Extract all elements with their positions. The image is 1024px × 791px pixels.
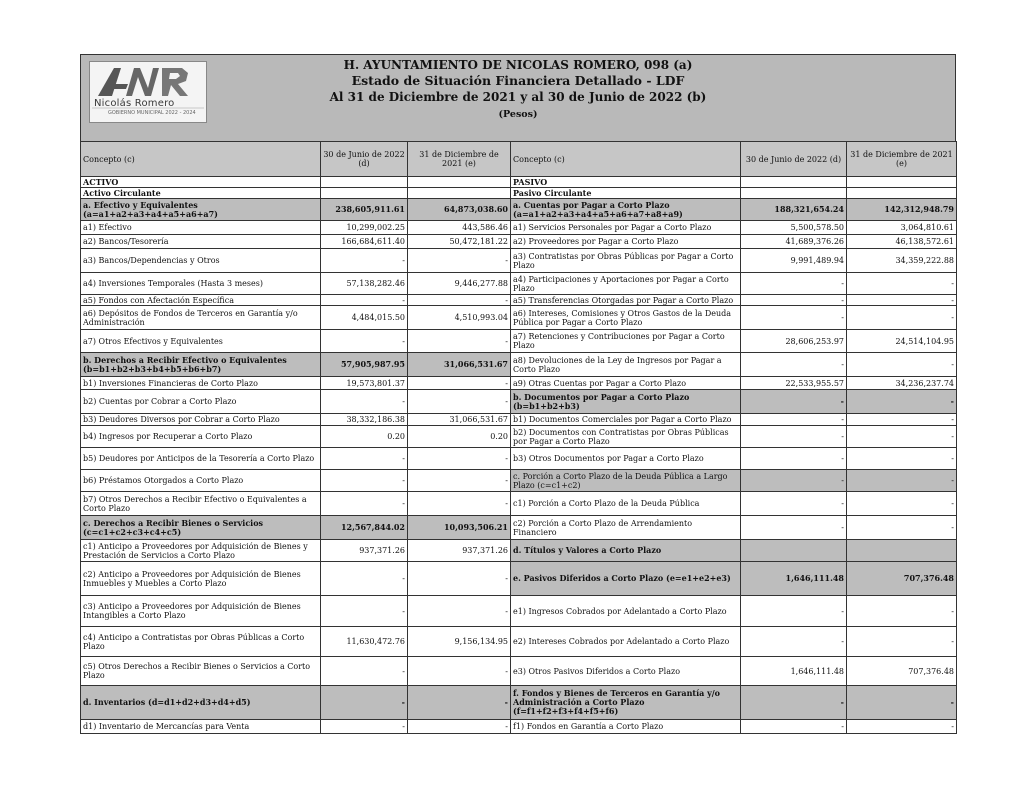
- liability-concept-cell: c1) Porción a Corto Plazo de la Deuda Pública: [511, 492, 741, 516]
- asset-concept-cell: c1) Anticipo a Proveedores por Adquisición de Bienes y Prestación de Servicios a Corto Plazo: [81, 540, 321, 562]
- asset-value-jun-2022: 57,905,987.95: [321, 353, 408, 377]
- liability-value-dec-2021: [847, 177, 957, 188]
- liability-value-dec-2021: 46,138,572.61: [847, 235, 957, 249]
- asset-value-jun-2022: 10,299,002.25: [321, 221, 408, 235]
- liability-value-jun-2022: 1,646,111.48: [741, 562, 847, 596]
- asset-value-jun-2022: -: [321, 448, 408, 470]
- asset-value-jun-2022: 937,371.26: [321, 540, 408, 562]
- liability-value-dec-2021: -: [847, 470, 957, 492]
- liability-value-dec-2021: -: [847, 516, 957, 540]
- liability-value-dec-2021: -: [847, 627, 957, 657]
- liability-value-jun-2022: -: [741, 353, 847, 377]
- table-row: [81, 448, 957, 470]
- asset-concept-cell: d1) Inventario de Mercancías para Venta: [81, 720, 321, 734]
- table-row: [81, 540, 957, 562]
- asset-concept-cell: ACTIVO: [81, 177, 321, 188]
- liability-value-jun-2022: -: [741, 426, 847, 448]
- asset-value-jun-2022: 238,605,911.61: [321, 199, 408, 221]
- column-header-row: [81, 142, 957, 177]
- asset-concept-cell: Activo Circulante: [81, 188, 321, 199]
- asset-concept-cell: a4) Inversiones Temporales (Hasta 3 meses): [81, 273, 321, 295]
- asset-concept-cell: b3) Deudores Diversos por Cobrar a Corto Plazo: [81, 414, 321, 426]
- liability-value-dec-2021: 142,312,948.79: [847, 199, 957, 221]
- liability-concept-cell: b2) Documentos con Contratistas por Obras Públicas por Pagar a Corto Plazo: [511, 426, 741, 448]
- liability-value-jun-2022: -: [741, 492, 847, 516]
- table-row: [81, 414, 957, 426]
- asset-value-jun-2022: 166,684,611.40: [321, 235, 408, 249]
- liability-concept-cell: e3) Otros Pasivos Diferidos a Corto Plazo: [511, 657, 741, 686]
- asset-value-dec-2021: 31,066,531.67: [408, 414, 511, 426]
- liability-value-jun-2022: -: [741, 273, 847, 295]
- table-row: [81, 295, 957, 306]
- liability-value-dec-2021: 707,376.48: [847, 657, 957, 686]
- asset-value-dec-2021: 9,446,277.88: [408, 273, 511, 295]
- table-row: [81, 199, 957, 221]
- table-row: [81, 657, 957, 686]
- liability-concept-cell: c. Porción a Corto Plazo de la Deuda Pública a Largo Plazo (c=c1+c2): [511, 470, 741, 492]
- liability-value-jun-2022: 9,991,489.94: [741, 249, 847, 273]
- liability-value-jun-2022: [741, 540, 847, 562]
- asset-value-jun-2022: -: [321, 686, 408, 720]
- asset-concept-cell: b7) Otros Derechos a Recibir Efectivo o Equivalentes a Corto Plazo: [81, 492, 321, 516]
- liability-value-jun-2022: [741, 188, 847, 199]
- asset-value-jun-2022: -: [321, 720, 408, 734]
- asset-value-jun-2022: -: [321, 657, 408, 686]
- financial-statement-sheet: [80, 54, 956, 734]
- liability-value-jun-2022: 22,533,955.57: [741, 377, 847, 390]
- liability-concept-cell: a4) Participaciones y Aportaciones por Pagar a Corto Plazo: [511, 273, 741, 295]
- statement-title: Estado de Situación Financiera Detallado - LDF: [351, 73, 685, 88]
- liability-value-jun-2022: -: [741, 414, 847, 426]
- units-label: (Pesos): [498, 109, 538, 120]
- asset-value-dec-2021: 64,873,038.60: [408, 199, 511, 221]
- asset-value-jun-2022: 12,567,844.02: [321, 516, 408, 540]
- asset-value-dec-2021: -: [408, 330, 511, 353]
- liability-value-jun-2022: 5,500,578.50: [741, 221, 847, 235]
- table-row: [81, 426, 957, 448]
- asset-value-jun-2022: 57,138,282.46: [321, 273, 408, 295]
- asset-value-dec-2021: -: [408, 492, 511, 516]
- asset-value-dec-2021: -: [408, 470, 511, 492]
- liability-value-jun-2022: -: [741, 720, 847, 734]
- table-row: [81, 627, 957, 657]
- asset-concept-cell: c3) Anticipo a Proveedores por Adquisición de Bienes Intangibles a Corto Plazo: [81, 596, 321, 627]
- liability-value-dec-2021: -: [847, 353, 957, 377]
- table-row: [81, 596, 957, 627]
- entity-title: H. AYUNTAMIENTO DE NICOLAS ROMERO, 098 (a): [343, 58, 693, 72]
- asset-value-dec-2021: -: [408, 686, 511, 720]
- asset-concept-cell: c. Derechos a Recibir Bienes o Servicios (c=c1+c2+c3+c4+c5): [81, 516, 321, 540]
- liability-concept-cell: b3) Otros Documentos por Pagar a Corto Plazo: [511, 448, 741, 470]
- table-row: [81, 470, 957, 492]
- liability-value-jun-2022: -: [741, 295, 847, 306]
- table-row: [81, 720, 957, 734]
- table-row: [81, 235, 957, 249]
- asset-value-dec-2021: -: [408, 295, 511, 306]
- liability-value-jun-2022: -: [741, 306, 847, 330]
- liability-concept-cell: f. Fondos y Bienes de Terceros en Garantía y/o Administración a Corto Plazo (f=f1+f2+f3+f4+f5+f6): [511, 686, 741, 720]
- asset-value-dec-2021: -: [408, 249, 511, 273]
- asset-value-jun-2022: -: [321, 492, 408, 516]
- table-row: [81, 306, 957, 330]
- asset-concept-cell: b4) Ingresos por Recuperar a Corto Plazo: [81, 426, 321, 448]
- liability-value-jun-2022: -: [741, 448, 847, 470]
- asset-value-dec-2021: -: [408, 720, 511, 734]
- asset-value-jun-2022: -: [321, 249, 408, 273]
- asset-value-dec-2021: 31,066,531.67: [408, 353, 511, 377]
- asset-value-dec-2021: 50,472,181.22: [408, 235, 511, 249]
- table-row: [81, 221, 957, 235]
- table-row: [81, 492, 957, 516]
- liability-value-jun-2022: [741, 177, 847, 188]
- liability-concept-cell: e1) Ingresos Cobrados por Adelantado a Corto Plazo: [511, 596, 741, 627]
- asset-concept-cell: b2) Cuentas por Cobrar a Corto Plazo: [81, 390, 321, 414]
- liability-concept-cell: a3) Contratistas por Obras Públicas por Pagar a Corto Plazo: [511, 249, 741, 273]
- asset-concept-cell: b. Derechos a Recibir Efectivo o Equivalentes (b=b1+b2+b3+b4+b5+b6+b7): [81, 353, 321, 377]
- asset-value-dec-2021: -: [408, 390, 511, 414]
- liability-concept-cell: b. Documentos por Pagar a Corto Plazo (b=b1+b2+b3): [511, 390, 741, 414]
- liability-value-dec-2021: 34,359,222.88: [847, 249, 957, 273]
- liability-value-jun-2022: -: [741, 596, 847, 627]
- liability-concept-cell: a5) Transferencias Otorgadas por Pagar a Corto Plazo: [511, 295, 741, 306]
- liability-concept-cell: a. Cuentas por Pagar a Corto Plazo (a=a1+a2+a3+a4+a5+a6+a7+a8+a9): [511, 199, 741, 221]
- asset-value-dec-2021: [408, 188, 511, 199]
- asset-value-jun-2022: [321, 177, 408, 188]
- table-row: [81, 249, 957, 273]
- statement-header: [80, 54, 956, 141]
- liability-concept-cell: a8) Devoluciones de la Ley de Ingresos por Pagar a Corto Plazo: [511, 353, 741, 377]
- asset-value-dec-2021: -: [408, 596, 511, 627]
- asset-concept-cell: a3) Bancos/Dependencias y Otros: [81, 249, 321, 273]
- liability-value-dec-2021: -: [847, 390, 957, 414]
- asset-value-dec-2021: 9,156,134.95: [408, 627, 511, 657]
- liability-value-dec-2021: -: [847, 295, 957, 306]
- liability-concept-cell: a7) Retenciones y Contribuciones por Pagar a Corto Plazo: [511, 330, 741, 353]
- table-row: [81, 377, 957, 390]
- asset-concept-cell: c5) Otros Derechos a Recibir Bienes o Servicios a Corto Plazo: [81, 657, 321, 686]
- liability-concept-cell: a1) Servicios Personales por Pagar a Corto Plazo: [511, 221, 741, 235]
- asset-concept-cell: a5) Fondos con Afectación Específica: [81, 295, 321, 306]
- table-row: [81, 516, 957, 540]
- liability-value-dec-2021: 3,064,810.61: [847, 221, 957, 235]
- asset-value-jun-2022: -: [321, 390, 408, 414]
- column-header-concept-liabilities: Concepto (c): [511, 142, 741, 177]
- balance-table: [80, 141, 957, 734]
- asset-concept-cell: b1) Inversiones Financieras de Corto Plazo: [81, 377, 321, 390]
- liability-value-dec-2021: -: [847, 306, 957, 330]
- table-row: [81, 390, 957, 414]
- liability-value-jun-2022: 41,689,376.26: [741, 235, 847, 249]
- column-header-concept-assets: Concepto (c): [81, 142, 321, 177]
- liability-value-dec-2021: -: [847, 596, 957, 627]
- asset-value-jun-2022: -: [321, 330, 408, 353]
- liability-value-jun-2022: -: [741, 686, 847, 720]
- liability-concept-cell: f1) Fondos en Garantía a Corto Plazo: [511, 720, 741, 734]
- liability-value-jun-2022: 1,646,111.48: [741, 657, 847, 686]
- asset-value-dec-2021: -: [408, 562, 511, 596]
- liability-value-jun-2022: 28,606,253.97: [741, 330, 847, 353]
- asset-value-dec-2021: 0.20: [408, 426, 511, 448]
- table-row: [81, 353, 957, 377]
- asset-concept-cell: b5) Deudores por Anticipos de la Tesorería a Corto Plazo: [81, 448, 321, 470]
- table-row: [81, 177, 957, 188]
- liability-value-dec-2021: -: [847, 686, 957, 720]
- liability-value-dec-2021: -: [847, 414, 957, 426]
- asset-value-dec-2021: 937,371.26: [408, 540, 511, 562]
- asset-value-dec-2021: -: [408, 448, 511, 470]
- asset-value-dec-2021: 4,510,993.04: [408, 306, 511, 330]
- liability-concept-cell: Pasivo Circulante: [511, 188, 741, 199]
- asset-value-dec-2021: -: [408, 657, 511, 686]
- asset-value-dec-2021: [408, 177, 511, 188]
- liability-value-jun-2022: -: [741, 516, 847, 540]
- asset-value-dec-2021: -: [408, 377, 511, 390]
- liability-value-dec-2021: -: [847, 273, 957, 295]
- asset-concept-cell: c4) Anticipo a Contratistas por Obras Públicas a Corto Plazo: [81, 627, 321, 657]
- liability-concept-cell: b1) Documentos Comerciales por Pagar a Corto Plazo: [511, 414, 741, 426]
- liability-concept-cell: a2) Proveedores por Pagar a Corto Plazo: [511, 235, 741, 249]
- table-row: [81, 686, 957, 720]
- asset-value-jun-2022: 0.20: [321, 426, 408, 448]
- asset-concept-cell: b6) Préstamos Otorgados a Corto Plazo: [81, 470, 321, 492]
- table-row: [81, 273, 957, 295]
- asset-value-jun-2022: 4,484,015.50: [321, 306, 408, 330]
- asset-value-jun-2022: 38,332,186.38: [321, 414, 408, 426]
- liability-concept-cell: d. Títulos y Valores a Corto Plazo: [511, 540, 741, 562]
- asset-concept-cell: c2) Anticipo a Proveedores por Adquisición de Bienes Inmuebles y Muebles a Corto Plazo: [81, 562, 321, 596]
- asset-value-jun-2022: -: [321, 596, 408, 627]
- logo-subtext: GOBIERNO MUNICIPAL 2022 - 2024: [108, 110, 196, 116]
- liability-value-dec-2021: -: [847, 426, 957, 448]
- asset-value-jun-2022: -: [321, 295, 408, 306]
- asset-concept-cell: a. Efectivo y Equivalentes (a=a1+a2+a3+a4+a5+a6+a7): [81, 199, 321, 221]
- liability-value-dec-2021: 34,236,237.74: [847, 377, 957, 390]
- asset-concept-cell: a2) Bancos/Tesorería: [81, 235, 321, 249]
- asset-value-jun-2022: -: [321, 470, 408, 492]
- table-row: [81, 330, 957, 353]
- asset-value-jun-2022: -: [321, 562, 408, 596]
- liability-concept-cell: a9) Otras Cuentas por Pagar a Corto Plazo: [511, 377, 741, 390]
- liability-value-jun-2022: -: [741, 390, 847, 414]
- liability-value-dec-2021: [847, 188, 957, 199]
- liability-value-jun-2022: -: [741, 627, 847, 657]
- column-header-jun-2022-assets: 30 de Junio de 2022 (d): [321, 142, 408, 177]
- liability-value-dec-2021: -: [847, 720, 957, 734]
- liability-concept-cell: e2) Intereses Cobrados por Adelantado a Corto Plazo: [511, 627, 741, 657]
- asset-value-jun-2022: 19,573,801.37: [321, 377, 408, 390]
- liability-value-dec-2021: 707,376.48: [847, 562, 957, 596]
- liability-concept-cell: c2) Porción a Corto Plazo de Arrendamiento Financiero: [511, 516, 741, 540]
- asset-concept-cell: a1) Efectivo: [81, 221, 321, 235]
- liability-concept-cell: PASIVO: [511, 177, 741, 188]
- asset-value-jun-2022: 11,630,472.76: [321, 627, 408, 657]
- liability-value-dec-2021: 24,514,104.95: [847, 330, 957, 353]
- liability-value-jun-2022: 188,321,654.24: [741, 199, 847, 221]
- table-row: [81, 562, 957, 596]
- liability-value-dec-2021: -: [847, 492, 957, 516]
- liability-concept-cell: a6) Intereses, Comisiones y Otros Gastos de la Deuda Pública por Pagar a Corto Plazo: [511, 306, 741, 330]
- liability-value-dec-2021: -: [847, 448, 957, 470]
- asset-value-dec-2021: 10,093,506.21: [408, 516, 511, 540]
- logo-text: Nicolás Romero: [94, 98, 175, 109]
- asset-concept-cell: d. Inventarios (d=d1+d2+d3+d4+d5): [81, 686, 321, 720]
- column-header-dec-2021-liabilities: 31 de Diciembre de 2021 (e): [847, 142, 957, 177]
- column-header-dec-2021-assets: 31 de Diciembre de 2021 (e): [408, 142, 511, 177]
- period-title: Al 31 de Diciembre de 2021 y al 30 de Junio de 2022 (b): [329, 90, 707, 104]
- table-row: [81, 188, 957, 199]
- asset-value-dec-2021: 443,586.46: [408, 221, 511, 235]
- liability-value-dec-2021: [847, 540, 957, 562]
- asset-value-jun-2022: [321, 188, 408, 199]
- liability-concept-cell: e. Pasivos Diferidos a Corto Plazo (e=e1+e2+e3): [511, 562, 741, 596]
- asset-concept-cell: a6) Depósitos de Fondos de Terceros en Garantía y/o Administración: [81, 306, 321, 330]
- column-header-jun-2022-liabilities: 30 de Junio de 2022 (d): [741, 142, 847, 177]
- liability-value-jun-2022: -: [741, 470, 847, 492]
- asset-concept-cell: a7) Otros Efectivos y Equivalentes: [81, 330, 321, 353]
- title-block: [81, 57, 955, 123]
